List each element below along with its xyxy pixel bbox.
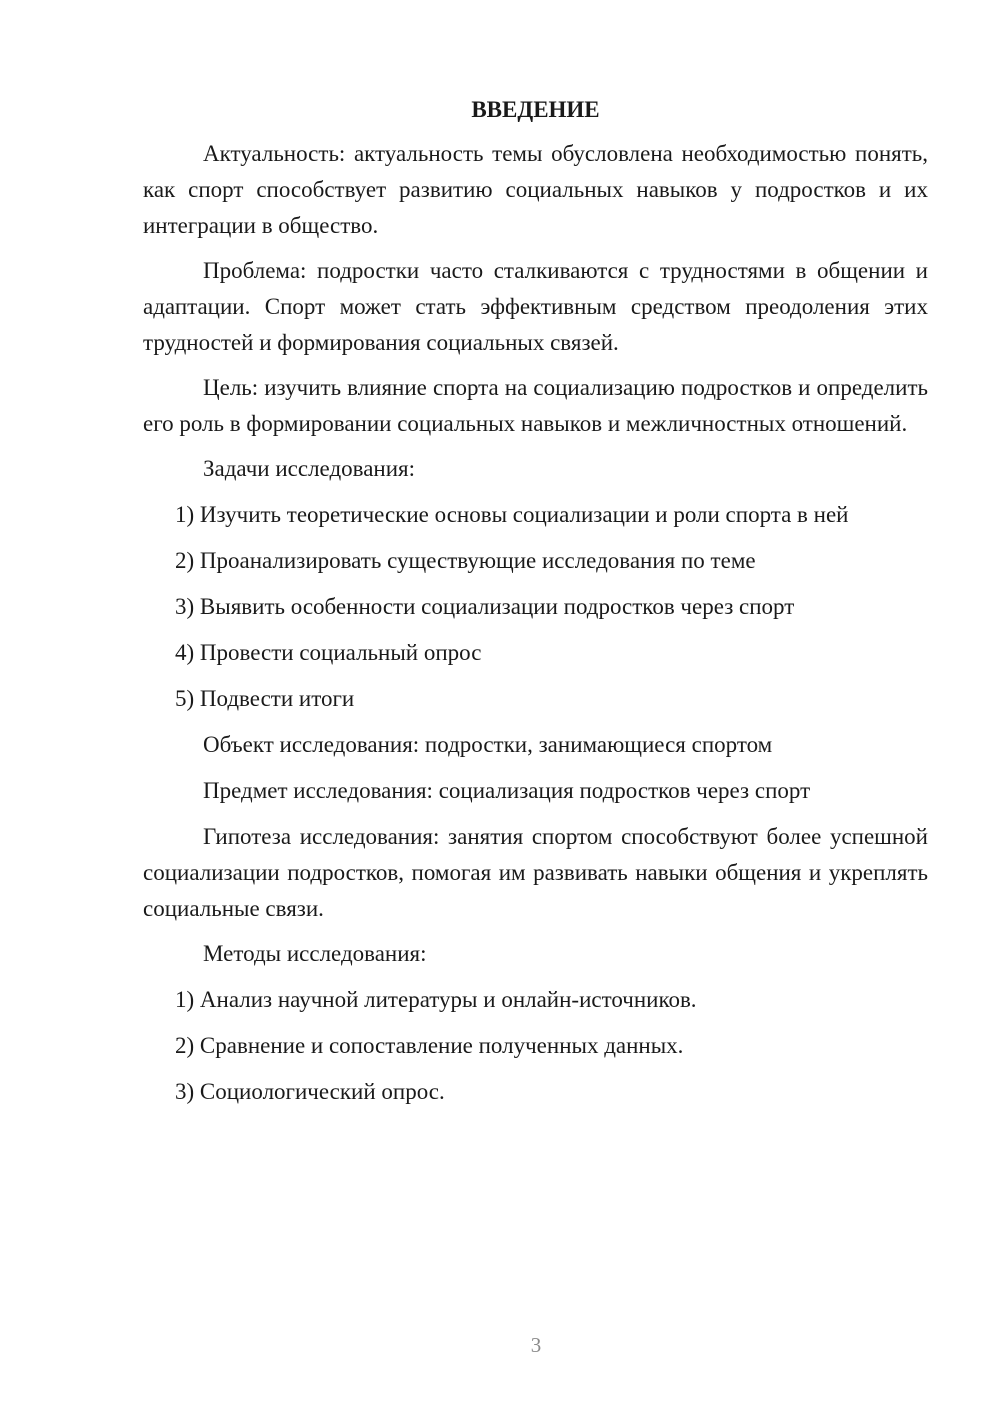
methods-heading: Методы исследования: [203, 941, 427, 966]
relevance-paragraph: Актуальность: актуальность темы обусловлена необходимостью понять, как спорт способствует развитию социальных навыков у подростков и их интеграции в общество. [143, 141, 928, 238]
document-body [143, 92, 928, 1120]
task-item: 2) Проанализировать существующие исследования по теме [175, 548, 756, 573]
section-title: ВВЕДЕНИЕ [471, 97, 600, 122]
tasks-heading: Задачи исследования: [203, 456, 416, 481]
research-object: Объект исследования: подростки, занимающиеся спортом [203, 732, 773, 757]
research-subject: Предмет исследования: социализация подростков через спорт [203, 778, 811, 803]
page-number: 3 [530, 1333, 542, 1357]
method-item: 1) Анализ научной литературы и онлайн-источников. [175, 987, 697, 1012]
problem-paragraph: Проблема: подростки часто сталкиваются с трудностями в общении и адаптации. Спорт может стать эффективным средством преодоления этих трудностей и формирования социальных связей. [143, 258, 928, 355]
task-item: 5) Подвести итоги [175, 686, 355, 711]
task-item: 3) Выявить особенности социализации подростков через спорт [175, 594, 795, 619]
hypothesis-paragraph: Гипотеза исследования: занятия спортом способствуют более успешной социализации подростков, помогая им развивать навыки общения и укреплять социальные связи. [143, 824, 928, 921]
method-item: 3) Социологический опрос. [175, 1079, 445, 1104]
task-item: 1) Изучить теоретические основы социализации и роли спорта в ней [175, 502, 849, 527]
goal-paragraph: Цель: изучить влияние спорта на социализацию подростков и определить его роль в формировании социальных навыков и межличностных отношений. [143, 375, 928, 436]
method-item: 2) Сравнение и сопоставление полученных данных. [175, 1033, 684, 1058]
task-item: 4) Провести социальный опрос [175, 640, 482, 665]
